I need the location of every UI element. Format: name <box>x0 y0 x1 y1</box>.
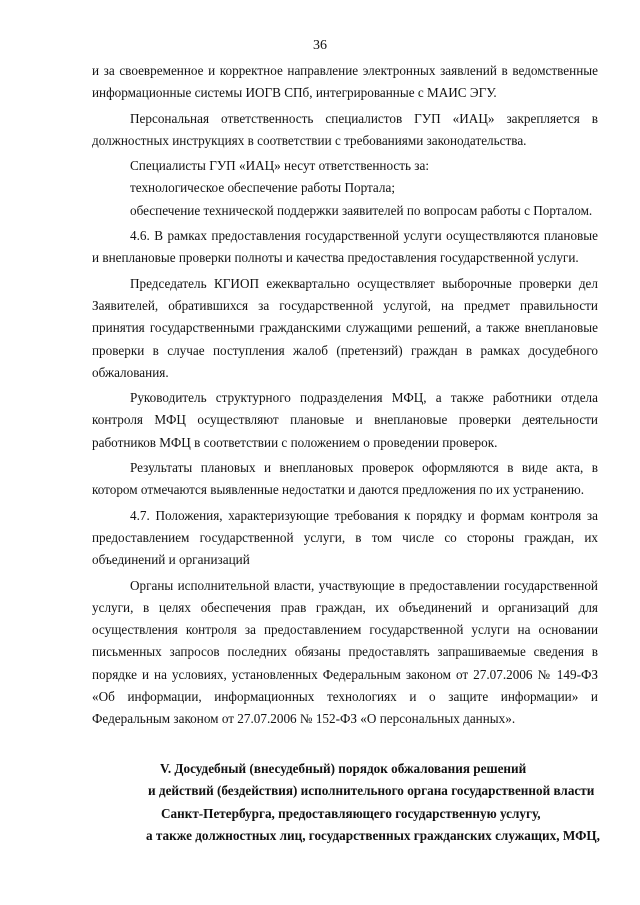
page-number: 36 <box>313 38 327 53</box>
paragraph-4-7: 4.7. Положения, характеризующие требования к порядку и формам контроля за предоставлением государственной услуги, в том числе со стороны граждан, их объединений и организаций <box>92 507 598 568</box>
section-heading-line: и действий (бездействия) исполнительного органа государственной власти <box>148 783 595 799</box>
paragraph-responsibility: Персональная ответственность специалистов ГУП «ИАЦ» закрепляется в должностных инструкциях в соответствии с требованиями законодательства. <box>92 110 598 148</box>
paragraph-check-results: Результаты плановых и внеплановых проверок оформляются в виде акта, в котором отмечаются выявленные недостатки и даются предложения по их устранению. <box>92 460 598 498</box>
paragraph-executive-bodies: Органы исполнительной власти, участвующие в предоставлении государственной услуги, в целях обеспечения прав граждан, их объединений и организаций для осуществления контроля за предоставлением государственной услуги на основании письменных запросов последних обязаны предоставлять запрашиваемые сведения в порядке и на условиях, установленных Федеральным законом от 27.07.2006 № 149-ФЗ «Об информации, информационных технологиях и о защите информации» и Федеральным законом от 27.07.2006 № 152-ФЗ «О персональных данных». <box>92 577 598 727</box>
paragraph-applicant-support: обеспечение технической поддержки заявителей по вопросам работы с Порталом. <box>130 202 593 218</box>
section-heading-line: Санкт-Петербурга, предоставляющего государственную услугу, <box>161 805 541 821</box>
paragraph-4-6: 4.6. В рамках предоставления государственной услуги осуществляются плановые и внеплановые проверки полноты и качества предоставления государственной услуги. <box>92 228 598 266</box>
section-heading <box>92 758 598 847</box>
paragraph-iac-specialists: Специалисты ГУП «ИАЦ» несут ответственность за: <box>130 158 430 174</box>
paragraph-continuation: и за своевременное и корректное направление электронных заявлений в ведомственные информационные системы ИОГВ СПб, интегрированные с МАИС ЭГУ. <box>92 63 598 101</box>
paragraph-mfc-checks: Руководитель структурного подразделения МФЦ, а также работники отдела контроля МФЦ осуществляют плановые и внеплановые проверки деятельности работников МФЦ в соответствии с положением о проведении проверок. <box>92 390 598 450</box>
paragraph-chairman-checks: Председатель КГИОП ежеквартально осуществляет выборочные проверки дел Заявителей, обратившихся за государственной услугой, на предмет правильности принятия государственными гражданскими служащими решений, а также внеплановые проверки в случае поступления жалоб (претензий) граждан в рамках досудебного обжалования. <box>92 275 598 380</box>
paragraph-portal-support: технологическое обеспечение работы Портала; <box>130 180 395 196</box>
section-heading-line: а также должностных лиц, государственных гражданских служащих, МФЦ, <box>146 827 600 843</box>
document-body <box>92 60 598 731</box>
section-heading-line: V. Досудебный (внесудебный) порядок обжалования решений <box>160 761 527 776</box>
